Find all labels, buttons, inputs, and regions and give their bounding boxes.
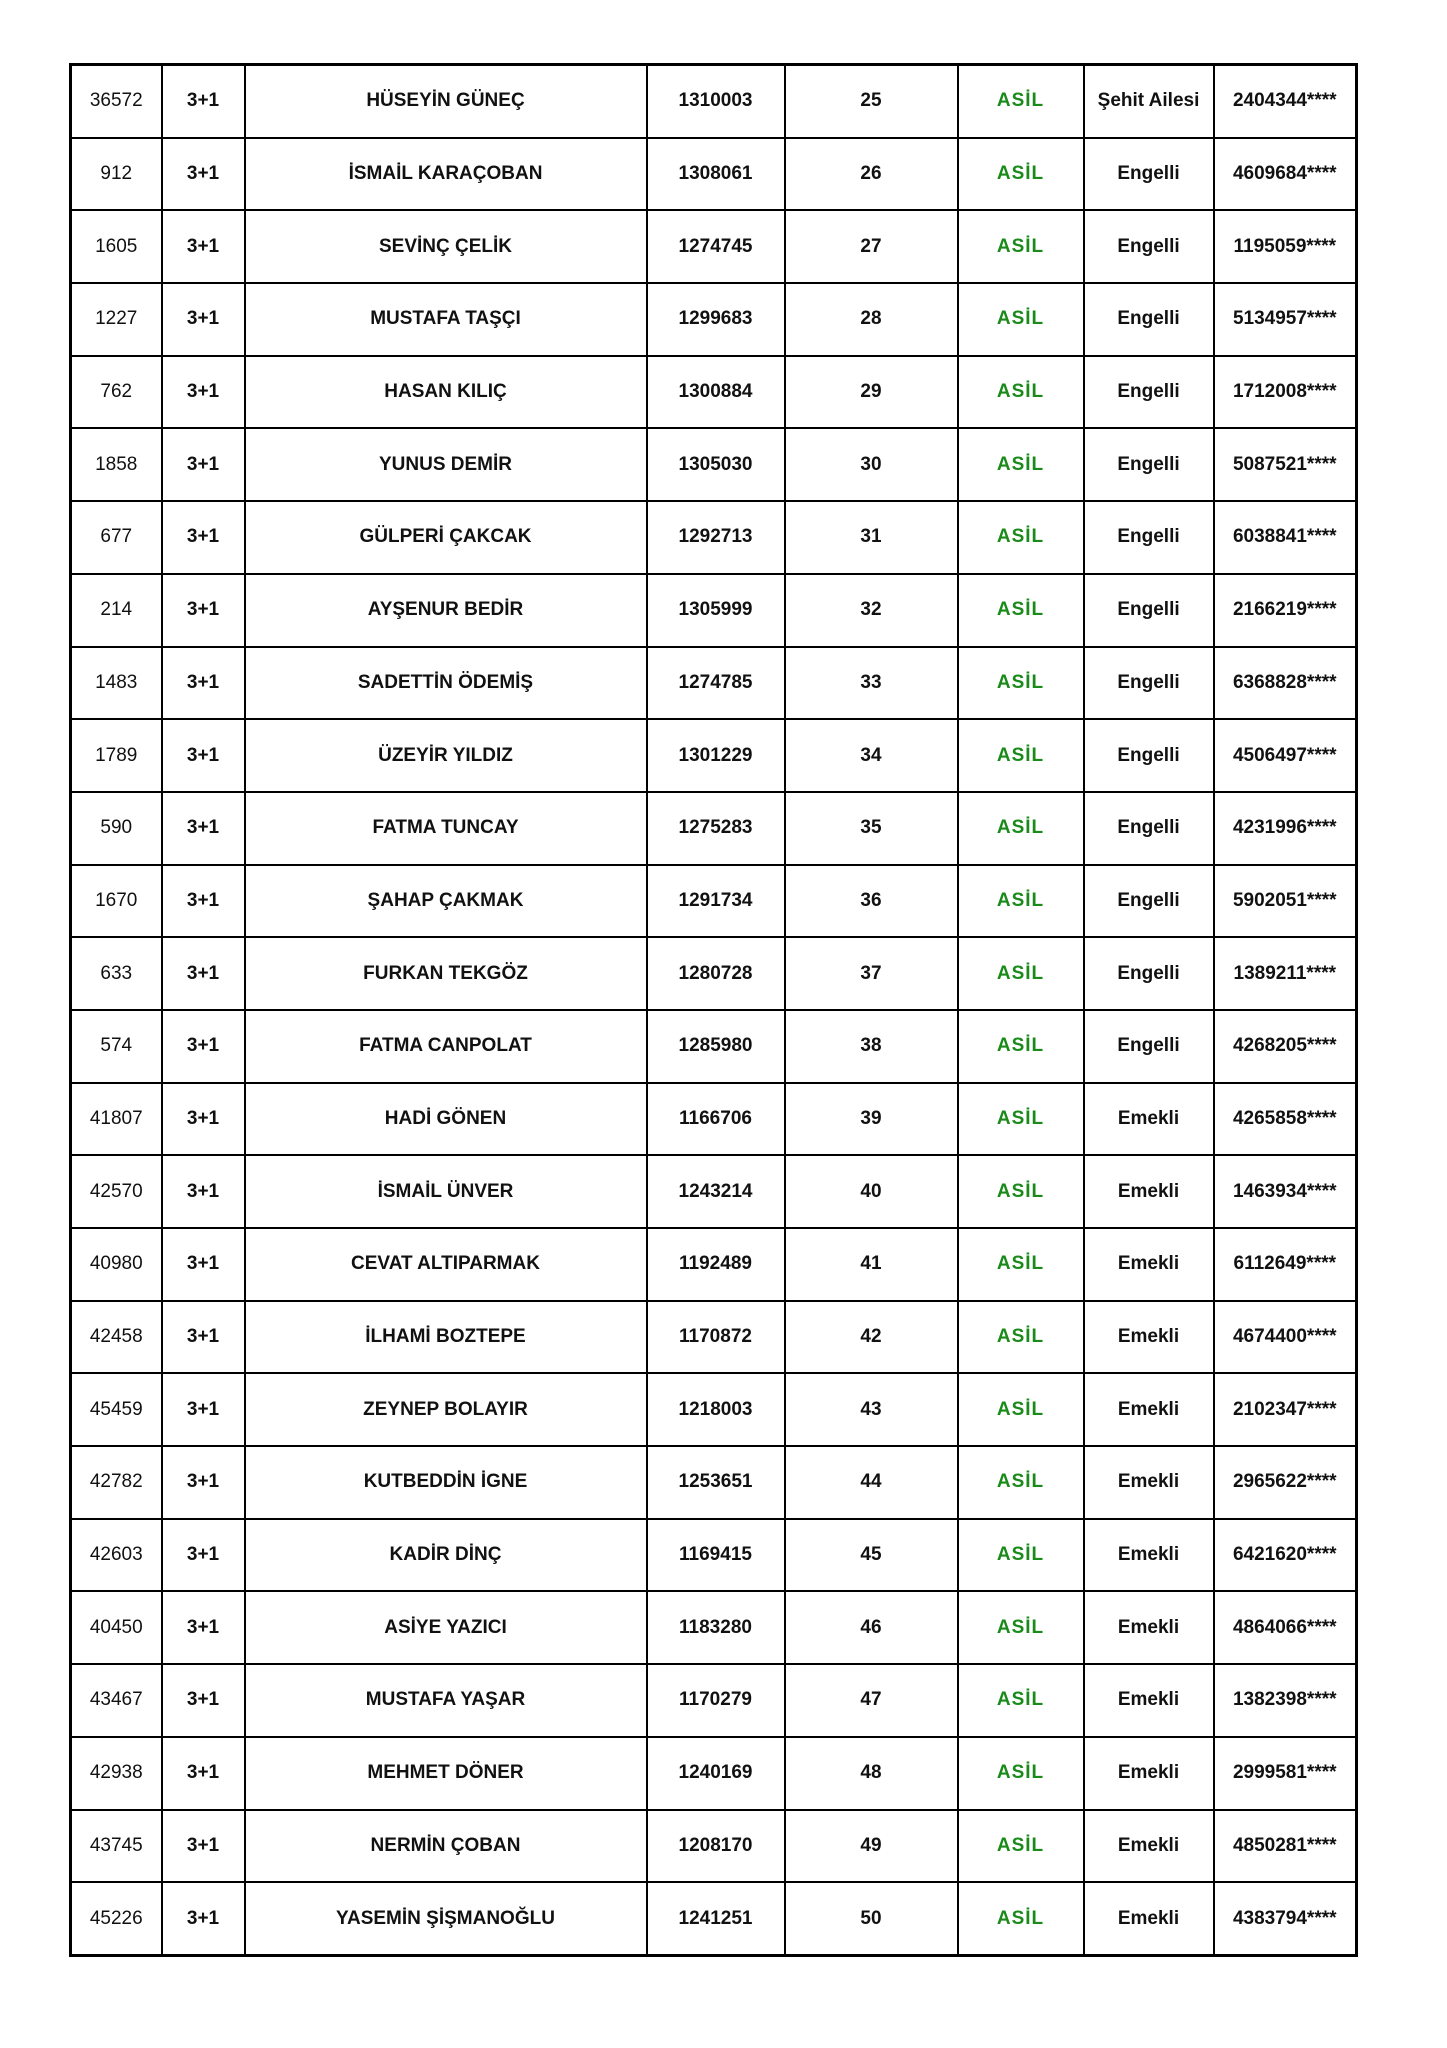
application-number-cell: 1243214	[647, 1155, 785, 1228]
order-number-cell: 32	[785, 574, 958, 647]
name-cell: SADETTİN ÖDEMİŞ	[245, 647, 647, 720]
order-number-cell: 44	[785, 1446, 958, 1519]
category-cell: Emekli	[1084, 1301, 1214, 1374]
status-cell: ASİL	[958, 865, 1084, 938]
id-number-cell: 2965622****	[1214, 1446, 1357, 1519]
flat-type-cell: 3+1	[162, 138, 245, 211]
application-number-cell: 1183280	[647, 1591, 785, 1664]
row-number-cell: 40980	[71, 1228, 162, 1301]
category-cell: Emekli	[1084, 1083, 1214, 1156]
order-number-cell: 36	[785, 865, 958, 938]
id-number-cell: 5902051****	[1214, 865, 1357, 938]
row-number-cell: 590	[71, 792, 162, 865]
order-number-cell: 27	[785, 210, 958, 283]
id-number-cell: 4609684****	[1214, 138, 1357, 211]
status-cell: ASİL	[958, 1737, 1084, 1810]
id-number-cell: 4850281****	[1214, 1810, 1357, 1883]
table-row	[71, 1810, 1357, 1883]
id-number-cell: 4383794****	[1214, 1882, 1357, 1955]
order-number-cell: 39	[785, 1083, 958, 1156]
table-row	[71, 937, 1357, 1010]
name-cell: MUSTAFA YAŞAR	[245, 1664, 647, 1737]
application-number-cell: 1166706	[647, 1083, 785, 1156]
category-cell: Engelli	[1084, 792, 1214, 865]
row-number-cell: 633	[71, 937, 162, 1010]
application-number-cell: 1208170	[647, 1810, 785, 1883]
name-cell: CEVAT ALTIPARMAK	[245, 1228, 647, 1301]
order-number-cell: 33	[785, 647, 958, 720]
row-number-cell: 41807	[71, 1083, 162, 1156]
flat-type-cell: 3+1	[162, 1810, 245, 1883]
flat-type-cell: 3+1	[162, 65, 245, 138]
status-cell: ASİL	[958, 210, 1084, 283]
status-cell: ASİL	[958, 428, 1084, 501]
flat-type-cell: 3+1	[162, 210, 245, 283]
status-cell: ASİL	[958, 1373, 1084, 1446]
name-cell: ZEYNEP BOLAYIR	[245, 1373, 647, 1446]
category-cell: Engelli	[1084, 283, 1214, 356]
table-row	[71, 138, 1357, 211]
row-number-cell: 762	[71, 356, 162, 429]
table-row	[71, 647, 1357, 720]
name-cell: KUTBEDDİN İGNE	[245, 1446, 647, 1519]
table-row	[71, 356, 1357, 429]
row-number-cell: 1858	[71, 428, 162, 501]
row-number-cell: 42570	[71, 1155, 162, 1228]
order-number-cell: 40	[785, 1155, 958, 1228]
status-cell: ASİL	[958, 1446, 1084, 1519]
table-row	[71, 283, 1357, 356]
row-number-cell: 45226	[71, 1882, 162, 1955]
id-number-cell: 4231996****	[1214, 792, 1357, 865]
flat-type-cell: 3+1	[162, 1737, 245, 1810]
order-number-cell: 28	[785, 283, 958, 356]
category-cell: Engelli	[1084, 574, 1214, 647]
category-cell: Emekli	[1084, 1737, 1214, 1810]
status-cell: ASİL	[958, 1155, 1084, 1228]
flat-type-cell: 3+1	[162, 1083, 245, 1156]
id-number-cell: 2999581****	[1214, 1737, 1357, 1810]
table-row	[71, 1373, 1357, 1446]
table-body	[71, 65, 1357, 1956]
table-row	[71, 1155, 1357, 1228]
row-number-cell: 40450	[71, 1591, 162, 1664]
status-cell: ASİL	[958, 356, 1084, 429]
flat-type-cell: 3+1	[162, 1882, 245, 1955]
order-number-cell: 30	[785, 428, 958, 501]
flat-type-cell: 3+1	[162, 937, 245, 1010]
category-cell: Engelli	[1084, 647, 1214, 720]
name-cell: ÜZEYİR YILDIZ	[245, 719, 647, 792]
category-cell: Emekli	[1084, 1591, 1214, 1664]
row-number-cell: 43467	[71, 1664, 162, 1737]
id-number-cell: 2166219****	[1214, 574, 1357, 647]
application-number-cell: 1292713	[647, 501, 785, 574]
application-number-cell: 1305999	[647, 574, 785, 647]
flat-type-cell: 3+1	[162, 1155, 245, 1228]
status-cell: ASİL	[958, 1882, 1084, 1955]
order-number-cell: 38	[785, 1010, 958, 1083]
table-row	[71, 1010, 1357, 1083]
id-number-cell: 6368828****	[1214, 647, 1357, 720]
status-cell: ASİL	[958, 792, 1084, 865]
row-number-cell: 1483	[71, 647, 162, 720]
application-number-cell: 1274785	[647, 647, 785, 720]
status-cell: ASİL	[958, 501, 1084, 574]
id-number-cell: 5087521****	[1214, 428, 1357, 501]
category-cell: Emekli	[1084, 1155, 1214, 1228]
application-number-cell: 1280728	[647, 937, 785, 1010]
name-cell: İLHAMİ BOZTEPE	[245, 1301, 647, 1374]
name-cell: HADİ GÖNEN	[245, 1083, 647, 1156]
order-number-cell: 42	[785, 1301, 958, 1374]
status-cell: ASİL	[958, 1664, 1084, 1737]
application-number-cell: 1291734	[647, 865, 785, 938]
application-number-cell: 1275283	[647, 792, 785, 865]
status-cell: ASİL	[958, 138, 1084, 211]
application-number-cell: 1241251	[647, 1882, 785, 1955]
status-cell: ASİL	[958, 1519, 1084, 1592]
application-number-cell: 1285980	[647, 1010, 785, 1083]
order-number-cell: 35	[785, 792, 958, 865]
row-number-cell: 42782	[71, 1446, 162, 1519]
application-number-cell: 1300884	[647, 356, 785, 429]
row-number-cell: 43745	[71, 1810, 162, 1883]
table-row	[71, 1228, 1357, 1301]
table-row	[71, 1737, 1357, 1810]
name-cell: HASAN KILIÇ	[245, 356, 647, 429]
row-number-cell: 36572	[71, 65, 162, 138]
name-cell: ASİYE YAZICI	[245, 1591, 647, 1664]
category-cell: Emekli	[1084, 1228, 1214, 1301]
name-cell: AYŞENUR BEDİR	[245, 574, 647, 647]
application-number-cell: 1170872	[647, 1301, 785, 1374]
table-row	[71, 792, 1357, 865]
order-number-cell: 50	[785, 1882, 958, 1955]
flat-type-cell: 3+1	[162, 428, 245, 501]
name-cell: FATMA TUNCAY	[245, 792, 647, 865]
flat-type-cell: 3+1	[162, 1519, 245, 1592]
table-row	[71, 719, 1357, 792]
row-number-cell: 42603	[71, 1519, 162, 1592]
flat-type-cell: 3+1	[162, 356, 245, 429]
status-cell: ASİL	[958, 937, 1084, 1010]
status-cell: ASİL	[958, 1228, 1084, 1301]
status-cell: ASİL	[958, 1810, 1084, 1883]
id-number-cell: 6038841****	[1214, 501, 1357, 574]
status-cell: ASİL	[958, 1301, 1084, 1374]
application-number-cell: 1253651	[647, 1446, 785, 1519]
table-row	[71, 1664, 1357, 1737]
order-number-cell: 43	[785, 1373, 958, 1446]
table-row	[71, 574, 1357, 647]
name-cell: İSMAİL ÜNVER	[245, 1155, 647, 1228]
status-cell: ASİL	[958, 574, 1084, 647]
table-row	[71, 1882, 1357, 1955]
id-number-cell: 4265858****	[1214, 1083, 1357, 1156]
category-cell: Şehit Ailesi	[1084, 65, 1214, 138]
application-number-cell: 1192489	[647, 1228, 785, 1301]
category-cell: Engelli	[1084, 356, 1214, 429]
id-number-cell: 4268205****	[1214, 1010, 1357, 1083]
name-cell: MEHMET DÖNER	[245, 1737, 647, 1810]
table-row	[71, 1519, 1357, 1592]
order-number-cell: 31	[785, 501, 958, 574]
row-number-cell: 45459	[71, 1373, 162, 1446]
id-number-cell: 6421620****	[1214, 1519, 1357, 1592]
id-number-cell: 1712008****	[1214, 356, 1357, 429]
order-number-cell: 41	[785, 1228, 958, 1301]
status-cell: ASİL	[958, 1010, 1084, 1083]
name-cell: KADİR DİNÇ	[245, 1519, 647, 1592]
table-row	[71, 1083, 1357, 1156]
id-number-cell: 1463934****	[1214, 1155, 1357, 1228]
name-cell: ŞAHAP ÇAKMAK	[245, 865, 647, 938]
name-cell: HÜSEYİN GÜNEÇ	[245, 65, 647, 138]
id-number-cell: 1382398****	[1214, 1664, 1357, 1737]
application-number-cell: 1301229	[647, 719, 785, 792]
category-cell: Engelli	[1084, 501, 1214, 574]
order-number-cell: 46	[785, 1591, 958, 1664]
category-cell: Emekli	[1084, 1519, 1214, 1592]
row-number-cell: 574	[71, 1010, 162, 1083]
id-number-cell: 4864066****	[1214, 1591, 1357, 1664]
application-number-cell: 1169415	[647, 1519, 785, 1592]
order-number-cell: 47	[785, 1664, 958, 1737]
flat-type-cell: 3+1	[162, 283, 245, 356]
row-number-cell: 214	[71, 574, 162, 647]
flat-type-cell: 3+1	[162, 1664, 245, 1737]
id-number-cell: 1389211****	[1214, 937, 1357, 1010]
flat-type-cell: 3+1	[162, 574, 245, 647]
id-number-cell: 5134957****	[1214, 283, 1357, 356]
allocation-list-table	[69, 63, 1358, 1957]
category-cell: Engelli	[1084, 210, 1214, 283]
application-number-cell: 1170279	[647, 1664, 785, 1737]
name-cell: İSMAİL KARAÇOBAN	[245, 138, 647, 211]
name-cell: FATMA CANPOLAT	[245, 1010, 647, 1083]
row-number-cell: 42458	[71, 1301, 162, 1374]
application-number-cell: 1240169	[647, 1737, 785, 1810]
order-number-cell: 25	[785, 65, 958, 138]
flat-type-cell: 3+1	[162, 501, 245, 574]
table-row	[71, 1591, 1357, 1664]
table-row	[71, 1301, 1357, 1374]
row-number-cell: 677	[71, 501, 162, 574]
status-cell: ASİL	[958, 1083, 1084, 1156]
flat-type-cell: 3+1	[162, 1591, 245, 1664]
flat-type-cell: 3+1	[162, 719, 245, 792]
table-row	[71, 65, 1357, 138]
name-cell: FURKAN TEKGÖZ	[245, 937, 647, 1010]
table-row	[71, 865, 1357, 938]
order-number-cell: 26	[785, 138, 958, 211]
row-number-cell: 1605	[71, 210, 162, 283]
row-number-cell: 1227	[71, 283, 162, 356]
row-number-cell: 1789	[71, 719, 162, 792]
category-cell: Emekli	[1084, 1446, 1214, 1519]
application-number-cell: 1218003	[647, 1373, 785, 1446]
name-cell: GÜLPERİ ÇAKCAK	[245, 501, 647, 574]
order-number-cell: 29	[785, 356, 958, 429]
table-row	[71, 210, 1357, 283]
flat-type-cell: 3+1	[162, 647, 245, 720]
order-number-cell: 48	[785, 1737, 958, 1810]
category-cell: Engelli	[1084, 865, 1214, 938]
category-cell: Emekli	[1084, 1373, 1214, 1446]
flat-type-cell: 3+1	[162, 1373, 245, 1446]
order-number-cell: 37	[785, 937, 958, 1010]
id-number-cell: 2102347****	[1214, 1373, 1357, 1446]
flat-type-cell: 3+1	[162, 1446, 245, 1519]
id-number-cell: 2404344****	[1214, 65, 1357, 138]
id-number-cell: 4506497****	[1214, 719, 1357, 792]
order-number-cell: 49	[785, 1810, 958, 1883]
name-cell: NERMİN ÇOBAN	[245, 1810, 647, 1883]
category-cell: Engelli	[1084, 1010, 1214, 1083]
application-number-cell: 1299683	[647, 283, 785, 356]
category-cell: Engelli	[1084, 719, 1214, 792]
name-cell: SEVİNÇ ÇELİK	[245, 210, 647, 283]
status-cell: ASİL	[958, 647, 1084, 720]
application-number-cell: 1310003	[647, 65, 785, 138]
row-number-cell: 912	[71, 138, 162, 211]
name-cell: YASEMİN ŞİŞMANOĞLU	[245, 1882, 647, 1955]
flat-type-cell: 3+1	[162, 792, 245, 865]
status-cell: ASİL	[958, 283, 1084, 356]
application-number-cell: 1274745	[647, 210, 785, 283]
status-cell: ASİL	[958, 1591, 1084, 1664]
flat-type-cell: 3+1	[162, 865, 245, 938]
category-cell: Emekli	[1084, 1810, 1214, 1883]
name-cell: YUNUS DEMİR	[245, 428, 647, 501]
category-cell: Emekli	[1084, 1882, 1214, 1955]
table-row	[71, 1446, 1357, 1519]
id-number-cell: 4674400****	[1214, 1301, 1357, 1374]
flat-type-cell: 3+1	[162, 1228, 245, 1301]
category-cell: Engelli	[1084, 138, 1214, 211]
flat-type-cell: 3+1	[162, 1301, 245, 1374]
category-cell: Emekli	[1084, 1664, 1214, 1737]
application-number-cell: 1305030	[647, 428, 785, 501]
id-number-cell: 1195059****	[1214, 210, 1357, 283]
order-number-cell: 45	[785, 1519, 958, 1592]
status-cell: ASİL	[958, 65, 1084, 138]
category-cell: Engelli	[1084, 937, 1214, 1010]
application-number-cell: 1308061	[647, 138, 785, 211]
row-number-cell: 1670	[71, 865, 162, 938]
category-cell: Engelli	[1084, 428, 1214, 501]
table-row	[71, 501, 1357, 574]
row-number-cell: 42938	[71, 1737, 162, 1810]
order-number-cell: 34	[785, 719, 958, 792]
id-number-cell: 6112649****	[1214, 1228, 1357, 1301]
table-row	[71, 428, 1357, 501]
name-cell: MUSTAFA TAŞÇI	[245, 283, 647, 356]
status-cell: ASİL	[958, 719, 1084, 792]
flat-type-cell: 3+1	[162, 1010, 245, 1083]
